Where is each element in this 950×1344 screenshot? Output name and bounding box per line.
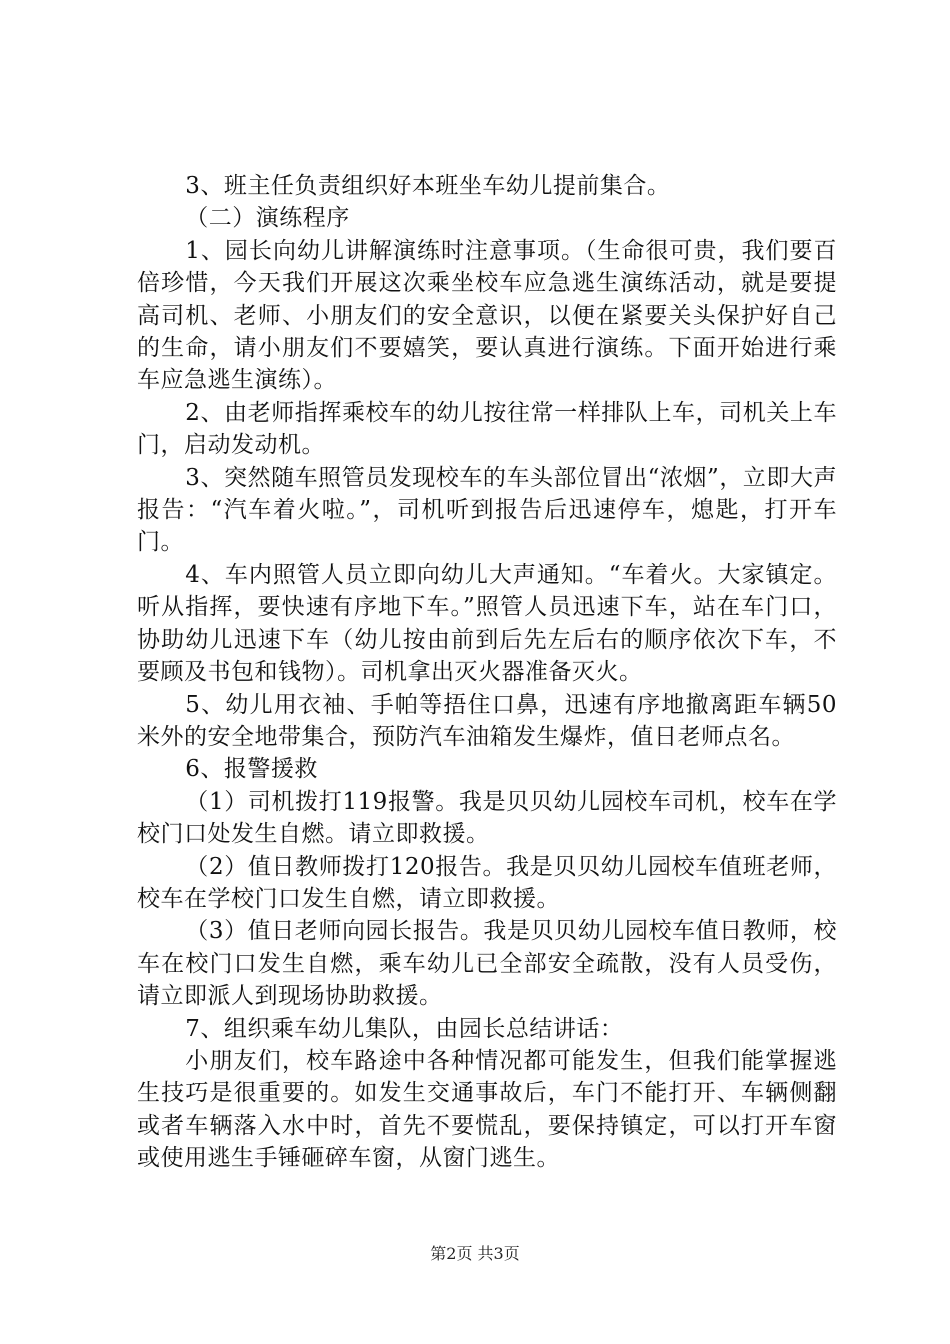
paragraph-13: 小朋友们，校车路途中各种情况都可能发生，但我们能掌握逃生技巧是很重要的。如发生交通事故后，车门不能打开、车辆侧翻或者车辆落入水中时，首先不要慌乱，要保持镇定，可以打开车窗或使用逃生手锤砸碎车窗，从窗门逃生。 bbox=[137, 1047, 837, 1172]
paragraph-1: 3、班主任负责组织好本班坐车幼儿提前集合。 bbox=[185, 173, 671, 199]
paragraph-8: 6、报警援救 bbox=[185, 756, 318, 783]
paragraph-6: 4、车内照管人员立即向幼儿大声通知。“车着火。大家镇定。听从指挥，要快速有序地下车。”照管人员迅速下车，站在车门口，协助幼儿迅速下车（幼儿按由前到后先左后右的顺序依次下车，不要顾及书包和钱物）。司机拿出灭火器准备灭火。 bbox=[137, 561, 837, 686]
paragraph-2: （二）演练程序 bbox=[185, 205, 350, 232]
paragraph-7: 5、幼儿用衣袖、手帕等捂住口鼻，迅速有序地撤离距车辆50米外的安全地带集合，预防汽车油箱发生爆炸，值日老师点名。 bbox=[137, 691, 837, 750]
paragraph-4: 2、由老师指挥乘校车的幼儿按往常一样排队上车，司机关上车门，启动发动机。 bbox=[137, 399, 837, 459]
paragraph-5: 3、突然随车照管员发现校车的车头部位冒出“浓烟”，立即大声报告：“汽车着火啦。”，司机听到报告后迅速停车，熄匙，打开车门。 bbox=[137, 464, 837, 556]
paragraph-12: 7、组织乘车幼儿集队，由园长总结讲话： bbox=[185, 1015, 624, 1042]
paragraph-10: （2）值日教师拨打120报告。我是贝贝幼儿园校车值班老师，校车在学校门口发生自燃，请立即救援。 bbox=[137, 853, 837, 912]
paragraph-3: 1、园长向幼儿讲解演练时注意事项。（生命很可贵，我们要百倍珍惜，今天我们开展这次乘坐校车应急逃生演练活动，就是要提高司机、老师、小朋友们的安全意识，以便在紧要关头保护好自己的生命，请小朋友们不要嬉笑，要认真进行演练。下面开始进行乘车应急逃生演练）。 bbox=[137, 237, 837, 394]
paragraph-11: （3）值日老师向园长报告。我是贝贝幼儿园校车值日教师，校车在校门口发生自燃，乘车幼儿已全部安全疏散，没有人员受伤，请立即派人到现场协助救援。 bbox=[137, 918, 837, 1010]
page-footer: 第2页 共3页 bbox=[430, 1244, 520, 1263]
document-body bbox=[137, 170, 837, 1175]
paragraph-9: （1）司机拨打119报警。我是贝贝幼儿园校车司机，校车在学校门口处发生自燃。请立即救援。 bbox=[137, 788, 837, 848]
